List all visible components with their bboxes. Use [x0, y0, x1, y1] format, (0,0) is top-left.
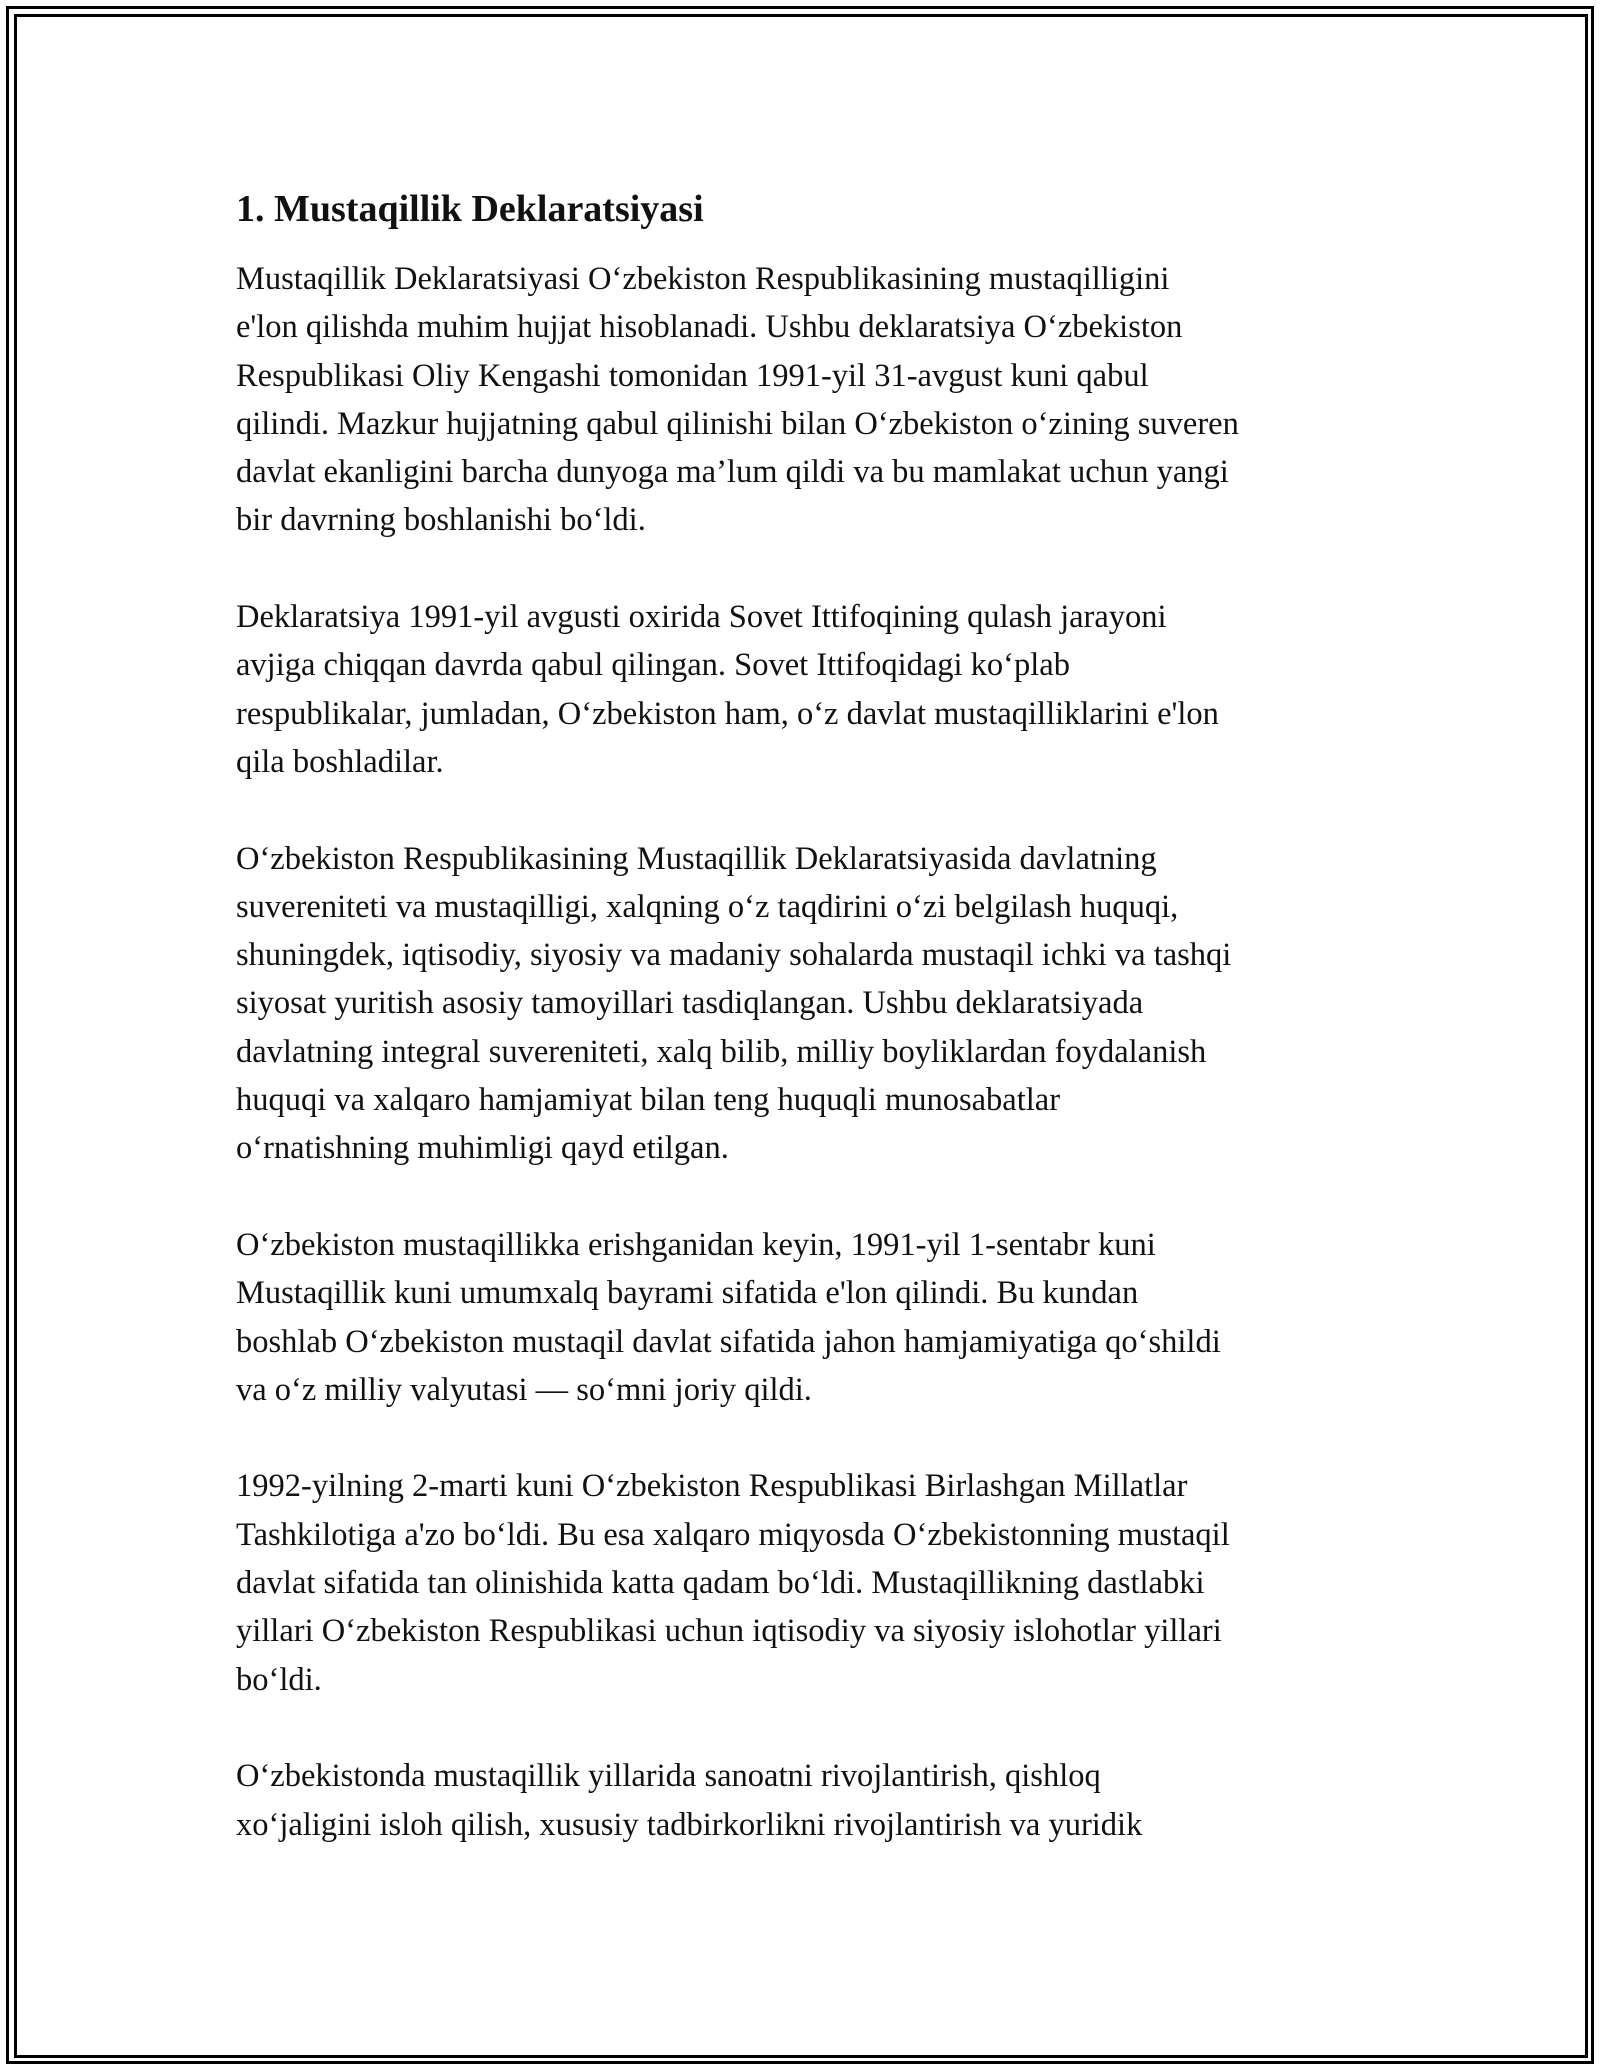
paragraph-line: Mustaqillik kuni umumxalq bayrami sifatida e'lon qilindi. Bu kundan	[236, 1275, 1139, 1312]
paragraph-line: xo‘jaligini isloh qilish, xususiy tadbirkorlikni rivojlantirish va yuridik	[236, 1806, 1143, 1843]
paragraph-line: davlatning integral suvereniteti, xalq bilib, milliy boyliklardan foydalanish	[236, 1033, 1207, 1070]
paragraph-line: bo‘ldi.	[236, 1661, 322, 1698]
paragraph-line: huquqi va xalqaro hamjamiyat bilan teng huquqli munosabatlar	[236, 1082, 1061, 1119]
paragraph-line: yillari O‘zbekiston Respublikasi uchun iqtisodiy va siyosiy islohotlar yillari	[236, 1613, 1222, 1650]
paragraph-line: Deklaratsiya 1991-yil avgusti oxirida Sovet Ittifoqining qulash jarayoni	[236, 599, 1167, 636]
document-body	[236, 185, 1386, 1897]
paragraph-1	[236, 255, 1386, 545]
paragraph-line: boshlab O‘zbekiston mustaqil davlat sifatida jahon hamjamiyatiga qo‘shildi	[236, 1323, 1221, 1360]
paragraph-line: suvereniteti va mustaqilligi, xalqning o‘z taqdirini o‘zi belgilash huquqi,	[236, 888, 1179, 925]
paragraph-line: shuningdek, iqtisodiy, siyosiy va madaniy sohalarda mustaqil ichki va tashqi	[236, 937, 1232, 974]
paragraph-line: va o‘z milliy valyutasi — so‘mni joriy qildi.	[236, 1371, 812, 1408]
document-title: 1. Mustaqillik Deklaratsiyasi	[236, 188, 704, 230]
paragraph-line: qilindi. Mazkur hujjatning qabul qilinishi bilan O‘zbekiston o‘zining suveren	[236, 405, 1239, 442]
paragraph-line: qila boshladilar.	[236, 743, 444, 780]
paragraph-line: 1992-yilning 2-marti kuni O‘zbekiston Respublikasi Birlashgan Millatlar	[236, 1468, 1188, 1505]
paragraph-line: avjiga chiqqan davrda qabul qilingan. Sovet Ittifoqidagi ko‘plab	[236, 647, 1070, 684]
paragraph-line: siyosat yuritish asosiy tamoyillari tasdiqlangan. Ushbu deklaratsiyada	[236, 985, 1144, 1022]
paragraph-line: Tashkilotiga a'zo bo‘ldi. Bu esa xalqaro miqyosda O‘zbekistonning mustaqil	[236, 1516, 1230, 1553]
paragraph-3	[236, 835, 1386, 1173]
paragraph-line: o‘rnatishning muhimligi qayd etilgan.	[236, 1130, 729, 1167]
paragraph-line: davlat ekanligini barcha dunyoga ma’lum qildi va bu mamlakat uchun yangi	[236, 454, 1229, 491]
paragraph-4	[236, 1221, 1386, 1414]
paragraph-line: davlat sifatida tan olinishida katta qadam bo‘ldi. Mustaqillikning dastlabki	[236, 1565, 1205, 1602]
paragraph-line: e'lon qilishda muhim hujjat hisoblanadi. Ushbu deklaratsiya O‘zbekiston	[236, 309, 1183, 346]
paragraph-line: Mustaqillik Deklaratsiyasi O‘zbekiston Respublikasining mustaqilligini	[236, 261, 1170, 297]
paragraph-line: O‘zbekiston Respublikasining Mustaqillik Deklaratsiyasida davlatning	[236, 840, 1157, 877]
paragraph-line: O‘zbekiston mustaqillikka erishganidan keyin, 1991-yil 1-sentabr kuni	[236, 1226, 1156, 1263]
paragraph-5	[236, 1462, 1386, 1703]
paragraph-2	[236, 593, 1386, 786]
paragraph-line: O‘zbekistonda mustaqillik yillarida sanoatni rivojlantirish, qishloq	[236, 1758, 1101, 1795]
paragraph-line: bir davrning boshlanishi bo‘ldi.	[236, 502, 646, 539]
paragraph-line: Respublikasi Oliy Kengashi tomonidan 1991-yil 31-avgust kuni qabul	[236, 357, 1149, 394]
paragraph-6	[236, 1752, 1386, 1849]
paragraph-line: respublikalar, jumladan, O‘zbekiston ham, o‘z davlat mustaqilliklarini e'lon	[236, 695, 1219, 732]
